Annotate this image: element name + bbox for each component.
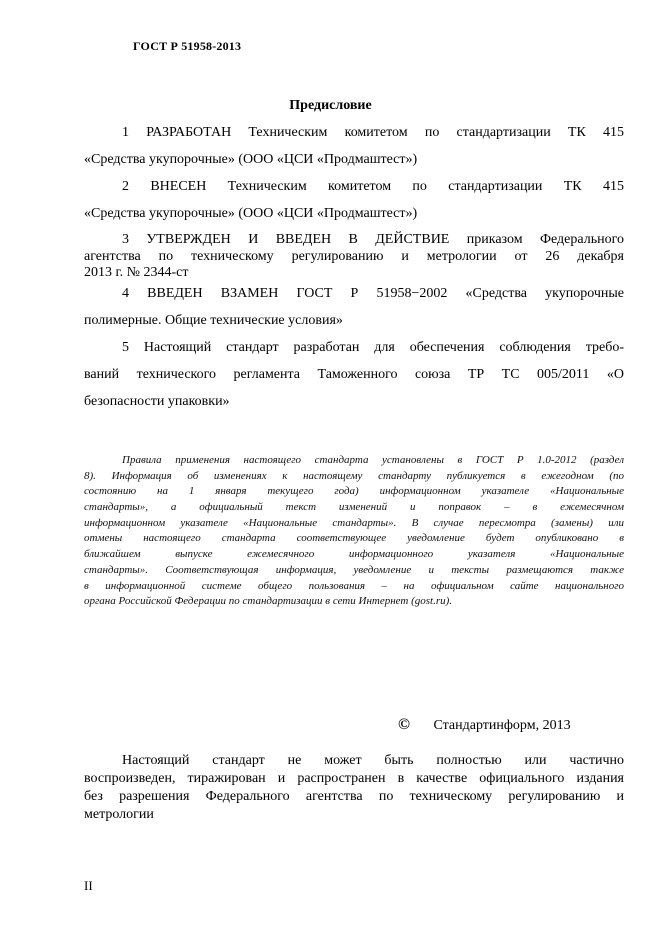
foreword-item-1-line-2: «Средства укупорочные» (ООО «ЦСИ «Продмаштест») bbox=[84, 152, 418, 167]
legal-line: без разрешения Федерального агентства по техническому регулированию и bbox=[84, 789, 624, 804]
application-rules-notice bbox=[84, 453, 624, 610]
notice-line: отмены настоящего стандарта соответствующее уведомление будет опубликовано в bbox=[84, 532, 624, 545]
legal-line: воспроизведен, тиражирован и распространен в качестве официального издания bbox=[84, 771, 624, 786]
foreword-title: Предисловие bbox=[289, 98, 372, 113]
standard-code: ГОСТ Р 51958-2013 bbox=[133, 39, 242, 53]
foreword-item-1-line-1: 1 РАЗРАБОТАН Техническим комитетом по стандартизации ТК 415 bbox=[122, 125, 624, 140]
foreword-item-5-line-1: 5 Настоящий стандарт разработан для обеспечения соблюдения требо- bbox=[122, 340, 624, 355]
copyright-notice bbox=[398, 716, 571, 734]
foreword-item-4-line-1: 4 ВВЕДЕН ВЗАМЕН ГОСТ Р 51958−2002 «Средства укупорочные bbox=[122, 286, 624, 301]
notice-line: состоянию на 1 января текущего года) информационном указателе «Национальные bbox=[84, 485, 624, 498]
notice-line: 8). Информация об изменениях к настоящему стандарту публикуется в ежегодном (по bbox=[84, 469, 624, 482]
foreword-item-2 bbox=[84, 173, 624, 227]
foreword-item-2-line-1: 2 ВНЕСЕН Техническим комитетом по стандартизации ТК 415 bbox=[122, 179, 624, 194]
foreword-item-4-line-2: полимерные. Общие технические условия» bbox=[84, 313, 343, 328]
notice-line: органа Российской Федерации по стандартизации в сети Интернет (gost.ru). bbox=[84, 595, 453, 608]
copyright-text: Стандартинформ, 2013 bbox=[433, 718, 571, 733]
legal-line: Настоящий стандарт не может быть полностью или частично bbox=[122, 753, 624, 768]
foreword-item-3-line-3: 2013 г. № 2344-ст bbox=[84, 265, 189, 280]
copyright-icon: © bbox=[398, 716, 410, 733]
notice-line: ближайшем выпуске ежемесячного информационного указателя «Национальные bbox=[84, 548, 624, 561]
foreword-item-5 bbox=[84, 334, 624, 415]
foreword-item-3-line-2: агентства по техническому регулированию и метрологии от 26 декабря bbox=[84, 249, 624, 264]
notice-line: стандарты», а официальный текст изменений и поправок – в ежемесячном bbox=[84, 501, 624, 514]
notice-line: в информационной системе общего пользования – на официальном сайте национального bbox=[84, 579, 624, 592]
reproduction-restriction-text bbox=[84, 752, 624, 824]
foreword-item-2-line-2: «Средства укупорочные» (ООО «ЦСИ «Продмаштест») bbox=[84, 206, 418, 221]
page-number: II bbox=[84, 878, 93, 893]
notice-line: стандарты». Соответствующая информация, уведомление и тексты размещаются также bbox=[84, 563, 624, 576]
foreword-item-1 bbox=[84, 119, 624, 173]
foreword-item-3 bbox=[84, 231, 624, 281]
notice-line: информационном указателе «Национальные стандарты». В случае пересмотра (замены) или bbox=[84, 516, 624, 529]
legal-line: метрологии bbox=[84, 807, 154, 822]
notice-line: Правила применения настоящего стандарта установлены в ГОСТ Р 1.0-2012 (раздел bbox=[122, 454, 624, 466]
foreword-item-5-line-3: безопасности упаковки» bbox=[84, 394, 230, 409]
foreword-item-4 bbox=[84, 280, 624, 334]
foreword-item-3-line-1: 3 УТВЕРЖДЕН И ВВЕДЕН В ДЕЙСТВИЕ приказом Федерального bbox=[122, 232, 624, 247]
foreword-item-5-line-2: ваний технического регламента Таможенного союза ТР ТС 005/2011 «О bbox=[84, 367, 624, 382]
